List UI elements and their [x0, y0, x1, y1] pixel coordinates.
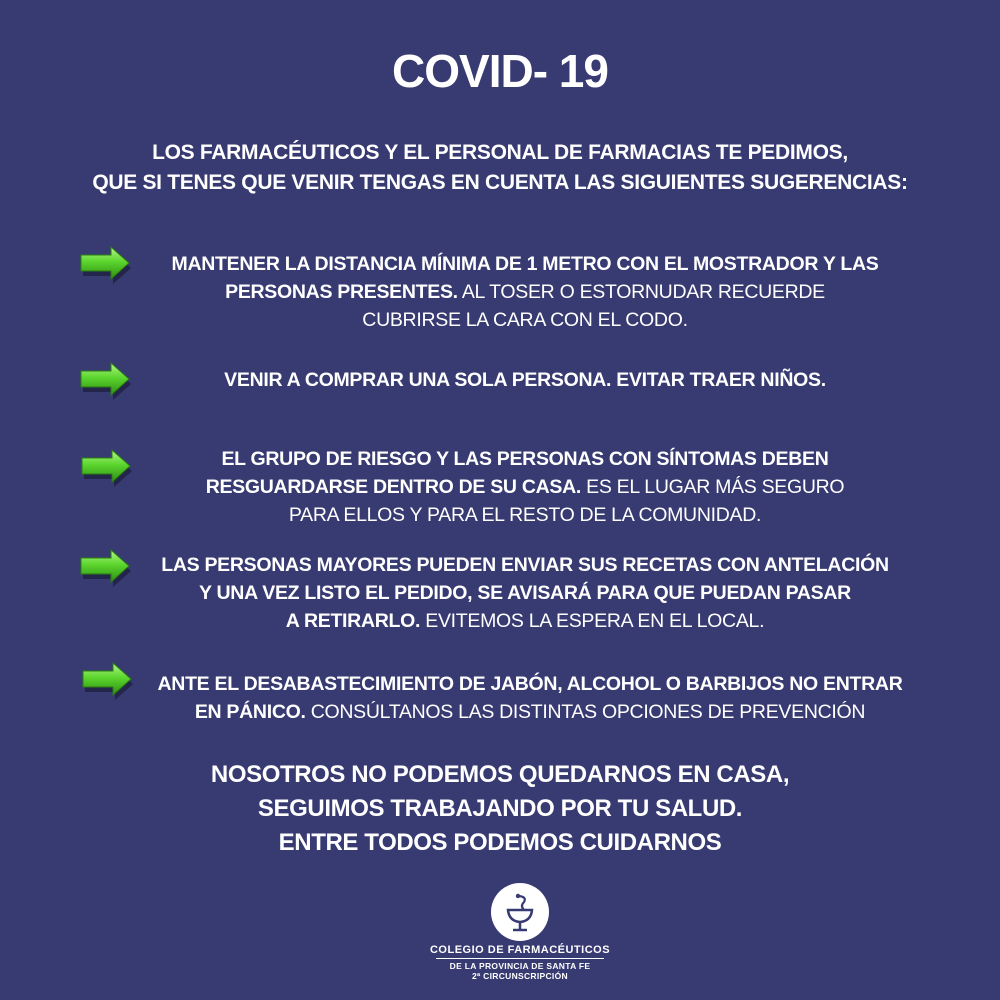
suggestion-text [130, 250, 920, 334]
suggestion-bold-text: EL GRUPO DE RIESGO Y LAS PERSONAS CON SÍNTOMAS DEBEN [221, 448, 829, 470]
suggestion-light-text: EVITEMOS LA ESPERA EN EL LOCAL. [420, 610, 765, 632]
arrow-right-icon [77, 548, 133, 588]
arrow-right-icon [77, 361, 133, 401]
suggestion-text [130, 670, 930, 726]
intro-line: LOS FARMACÉUTICOS Y EL PERSONAL DE FARMACIAS TE PEDIMOS, [152, 141, 848, 164]
intro-line: QUE SI TENES QUE VENIR TENGAS EN CUENTA LAS SIGUIENTES SUGERENCIAS: [92, 171, 908, 194]
suggestion-light-text: AL TOSER O ESTORNUDAR RECUERDE [457, 281, 825, 303]
logo-divider [436, 958, 604, 959]
suggestion-bold-text: MANTENER LA DISTANCIA MÍNIMA DE 1 METRO CON EL MOSTRADOR Y LAS [171, 253, 879, 275]
suggestion-bold-text: Y UNA VEZ LISTO EL PEDIDO, SE AVISARÁ PARA QUE PUEDAN PASAR [199, 582, 851, 604]
suggestion-bold-text: ANTE EL DESABASTECIMIENTO DE JABÓN, ALCOHOL O BARBIJOS NO ENTRAR [157, 673, 903, 695]
logo-subtitle: 2ª CIRCUNSCRIPCIÓN [472, 971, 568, 981]
intro-text [0, 138, 1000, 198]
arrow-right-icon [79, 661, 135, 701]
suggestion-bold-text: A RETIRARLO. [285, 610, 421, 632]
bowl-of-hygieia-icon [491, 883, 549, 941]
suggestion-bold-text: VENIR A COMPRAR UNA SOLA PERSONA. EVITAR TRAER NIÑOS. [224, 369, 826, 391]
logo [491, 883, 549, 941]
logo-name: COLEGIO DE FARMACÉUTICOS [429, 944, 611, 956]
suggestion-light-text: PARA ELLOS Y PARA EL RESTO DE LA COMUNIDAD. [288, 504, 762, 526]
suggestion-light-text: CONSÚLTANOS LAS DISTINTAS OPCIONES DE PREVENCIÓN [305, 701, 866, 723]
closing-line: NOSOTROS NO PODEMOS QUEDARNOS EN CASA, [210, 761, 790, 788]
closing-line: ENTRE TODOS PODEMOS CUIDARNOS [278, 829, 722, 856]
suggestion-text [130, 551, 920, 635]
suggestion-bold-text: LAS PERSONAS MAYORES PUEDEN ENVIAR SUS RECETAS CON ANTELACIÓN [161, 554, 889, 576]
suggestion-light-text: CUBRIRSE LA CARA CON EL CODO. [362, 309, 688, 331]
suggestion-bold-text: EN PÁNICO. [194, 701, 306, 723]
suggestion-text [130, 445, 920, 529]
closing-line: SEGUIMOS TRABAJANDO POR TU SALUD. [257, 795, 743, 822]
arrow-right-icon [78, 448, 134, 488]
arrow-right-icon [77, 245, 133, 285]
suggestion-text [130, 366, 920, 394]
suggestion-bold-text: PERSONAS PRESENTES. [225, 281, 458, 303]
logo-subtitle: DE LA PROVINCIA DE SANTA FE [449, 961, 591, 971]
page-title: COVID- 19 [392, 45, 608, 97]
suggestion-light-text: ES EL LUGAR MÁS SEGURO [581, 476, 845, 498]
suggestion-bold-text: RESGUARDARSE DENTRO DE SU CASA. [205, 476, 582, 498]
closing-message [0, 758, 1000, 860]
